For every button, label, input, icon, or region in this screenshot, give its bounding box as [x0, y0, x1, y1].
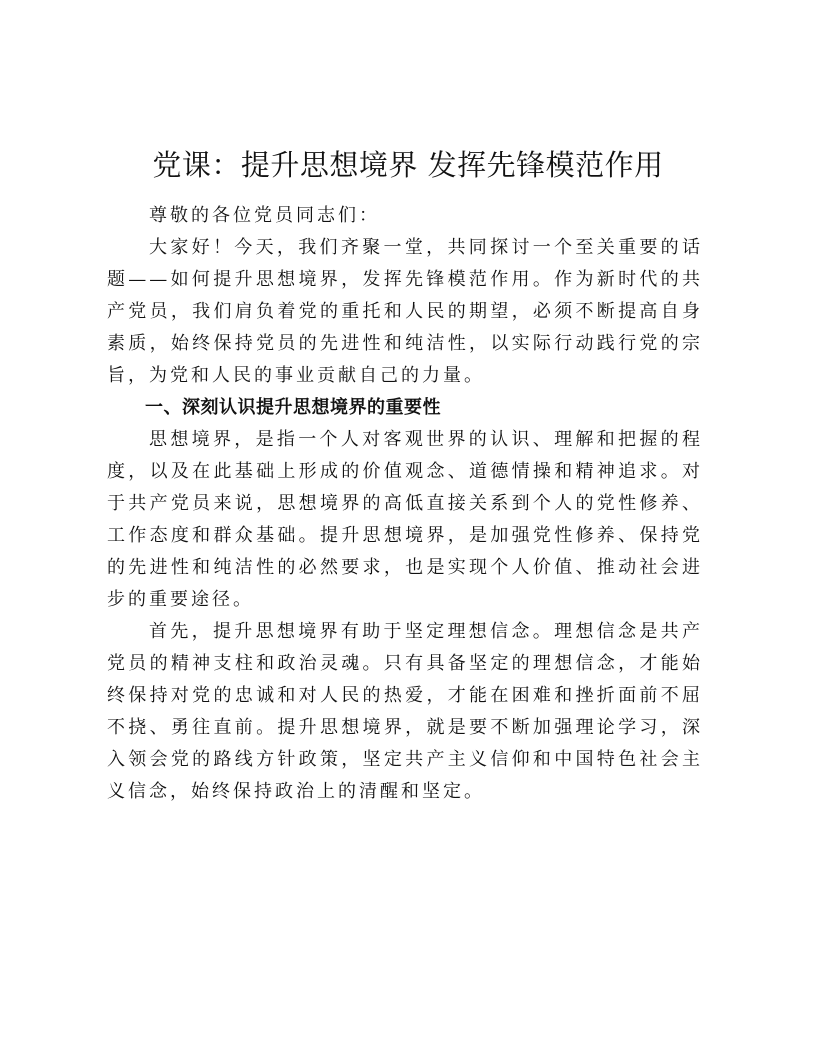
- document-title: 党课：提升思想境界 发挥先锋模范作用: [152, 148, 664, 182]
- section-heading: 一、深刻认识提升思想境界的重要性: [145, 397, 441, 418]
- paragraph: 思想境界，是指一个人对客观世界的认识、理解和把握的程度，以及在此基础上形成的价值观念、道德情操和精神追求。对于共产党员来说，思想境界的高低直接关系到个人的党性修养、工作态度和群众基础。提升思想境界，是加强党性修养、保持党的先进性和纯洁性的必然要求，也是实现个人价值、推动社会进步的重要途径。: [107, 429, 703, 610]
- salutation: 尊敬的各位党员同志们：: [149, 205, 380, 226]
- document-body: [107, 200, 703, 808]
- intro-paragraph: 大家好！今天，我们齐聚一堂，共同探讨一个至关重要的话题——如何提升思想境界，发挥先锋模范作用。作为新时代的共产党员，我们肩负着党的重托和人民的期望，必须不断提高自身素质，始终保持党员的先进性和纯洁性，以实际行动践行党的宗旨，为党和人民的事业贡献自己的力量。: [107, 237, 703, 386]
- paragraph: 首先，提升思想境界有助于坚定理想信念。理想信念是共产党员的精神支柱和政治灵魂。只有具备坚定的理想信念，才能始终保持对党的忠诚和对人民的热爱，才能在困难和挫折面前不屈不挠、勇往直前。提升思想境界，就是要不断加强理论学习，深入领会党的路线方针政策，坚定共产主义信仰和中国特色社会主义信念，始终保持政治上的清醒和坚定。: [107, 621, 703, 802]
